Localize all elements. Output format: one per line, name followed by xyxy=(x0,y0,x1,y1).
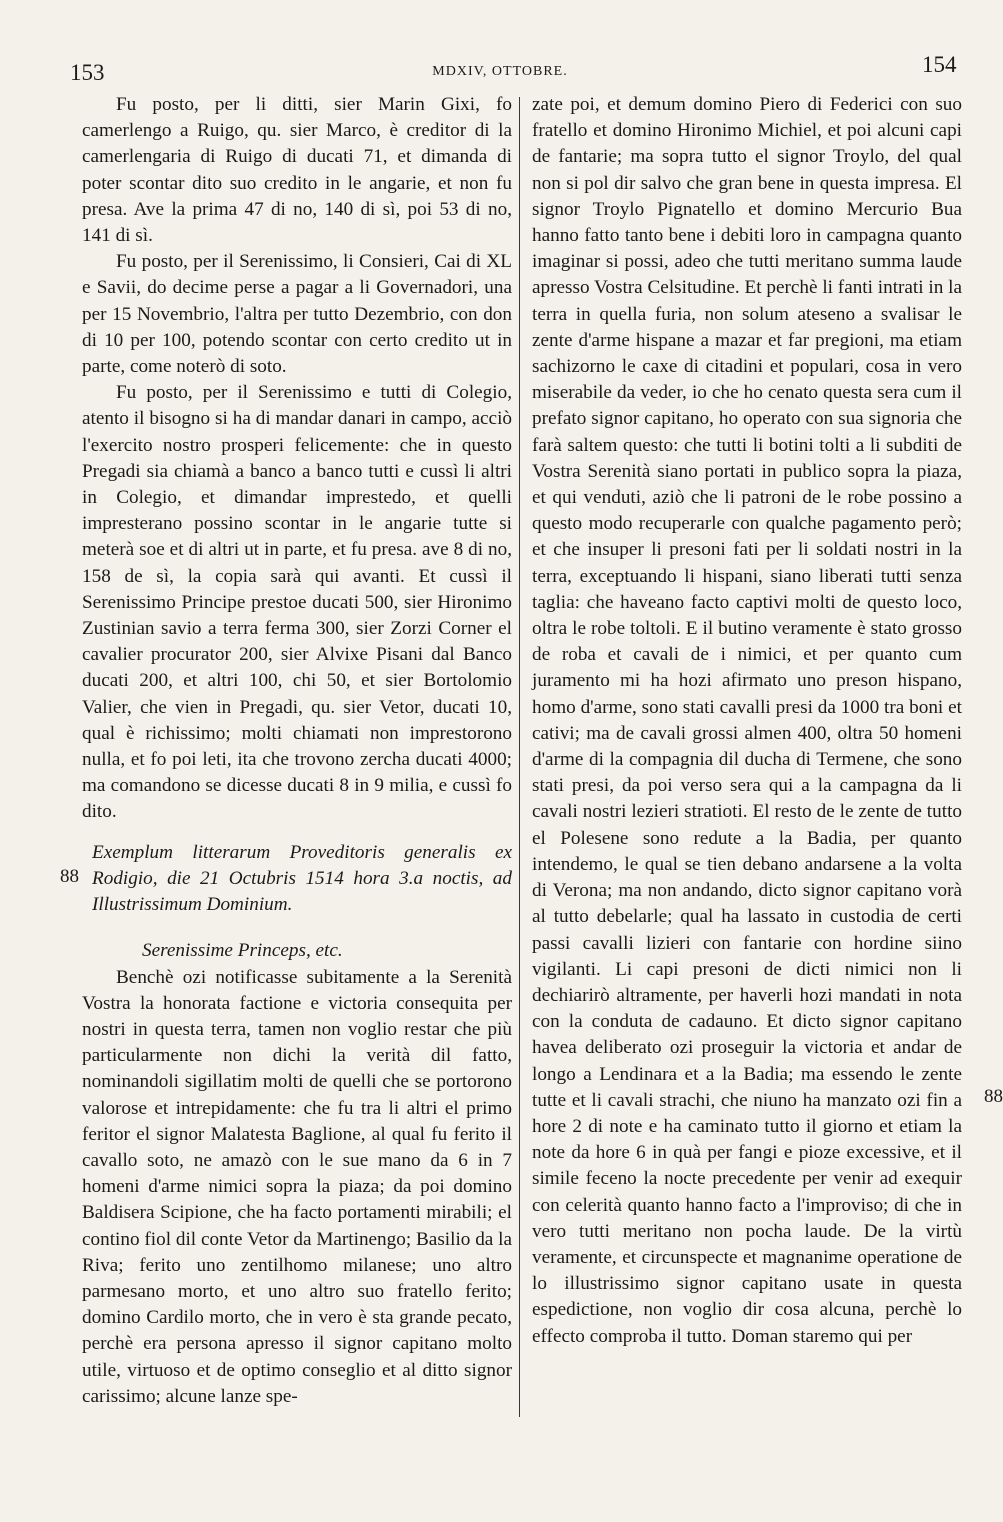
paragraph: zate poi, et demum domino Piero di Federici con suo fratello et domino Hironimo Michiel, et poi alcuni capi de fantarie; ma sopra tutto el signor Troylo, del qual non si pol dir salvo che gran bene in questa impresa. El signor Troylo Pignatello et domino Mercurio Bua hanno fatto tanto bene i debiti loro in campagna quanto imaginar si possi, adeo che tutti meritano summa laude apresso Vostra Celsitudine. Et perchè li fanti intrati in la terra in quella furia, non solum ateseno a svalisar le zente d'arme hispane a mazar et far pregioni, ma etiam sachizorno le caxe di citadini et populari, cosa in vero miserabile da veder, io che ho cenato questa sera cum il prefato signor capitano, ho operato con sua signoria che farà saltem questo: che tutti li botini tolti a li subditi de Vostra Serenità siano portati in publico sopra la piaza, et qui venduti, aziò che li patroni de le robe possino a questo modo recuperarle con qualche pagamento però; et che insuper li presoni fati per li soldati nostri in la terra, exceptuando li hispani, siano liberati tutti senza taglia: che haveano facto captivi molti de questo loco, oltra le robe toltoli. E il butino veramente è stato grosso de roba et cavali de i nimici, et per quanto cum juramento mi ha hozi afirmato uno preson hispano, homo d'arme, sono stati cavalli presi da 1000 tra boni et cativi; ma de cavali grossi almen 400, oltra 50 homeni d'arme di la compagnia dil ducha di Termene, che sono stati presi, da poi verso sera qui a la campagna da li cavali nostri lezieri stratioti. El resto de le zente de tutto el Polesene sono redute a la Badia, per quanto intendemo, le qual se tien debano andarsene a la volta di Verona; ma non andando, dicto signor capitano vorà al tutto debelarle; qual ha lassato in custodia de certi passi cavalli lizieri con fantarie con hordine siino vigilanti. Li capi presoni de dicti nimici non li dechiarirò altramente, per haverli hozi mandati in nota con la conduta de cadauno. Et dicto signor capitano havea deliberato ozi proseguir la victoria et andar de longo a Lendinara et a la Badia; ma essendo le zente tutte et li cavali strachi, che niuno ha manzato ozi fin a hore 2 di note e ha caminato tutto il giorno et etiam la note da hore 6 in quà per fangi e pioze excessive, et il simile feceno la nocte precedente per venir ad exequir con celerità quanto hanno facto a l'improviso; di che in vero tutti meritano non pocha laude. De la virtù veramente, et circunspecte et magnanime operatione de lo illustrissimo signor capitano usate in questa espedictione, non voglio dir cosa alcuna, perchè lo effecto comproba il tutto. Doman staremo qui per xyxy=(532,94,962,1347)
paragraph: Fu posto, per li ditti, sier Marin Gixi, fo camerlengo a Ruigo, qu. sier Marco, è creditor di la camerlengaria di Ruigo di ducati 71, et dimanda di poter scontar dito suo credito in le angarie, et non fu presa. Ave la prima 47 di no, 140 di sì, poi 53 di no, 141 di sì. xyxy=(82,94,512,247)
salutation: Serenissime Princeps, etc. xyxy=(142,940,343,962)
column-divider xyxy=(519,97,520,1417)
right-column xyxy=(532,92,962,1350)
page-number-left: 153 xyxy=(70,60,105,85)
letter-heading: Exemplum litterarum Proveditoris generalis ex Rodigio, die 21 Octubris 1514 hora 3.a noctis, ad Illustrissimum Dominium. xyxy=(92,841,512,916)
margin-number-left: 88 xyxy=(60,866,79,887)
page-number-right: 154 xyxy=(922,52,957,77)
paragraph: Fu posto, per il Serenissimo, li Consieri, Cai di XL e Savii, do decime perse a pagar a li Governadori, una per 15 Novembrio, l'altra per tutto Dezembrio, con don di 10 per 100, potendo scontar con certo credito ut in parte, come noterò di soto. xyxy=(82,251,512,378)
running-title: MDXIV, OTTOBRE. xyxy=(432,64,568,79)
paragraph: Benchè ozi notificasse subitamente a la Serenità Vostra la honorata factione e victoria consequita per nostri in questa terra, tamen non voglio restar che più particularmente non dichi la verità dil fatto, nominandoli sigillatim molti de quelli che se portorono valorose et intrepidamente: che fu tra li altri el primo feritor el signor Malatesta Baglione, al qual fu ferito il cavallo soto, ne amazò con le sue mano da 6 in 7 homeni d'arme nimici sopra la piaza; da poi domino Baldisera Scipione, che ha facto portamenti mirabili; el contino fiol dil conte Vetor da Martinengo; Basilio da la Riva; ferito uno zentilhomo milanese; uno altro parmesano morto, et uno altro suo fratello ferito; domino Cardilo morto, che in vero è sta grande pecato, perchè era persona apresso il signor capitano molto utile, virtuoso et de optimo conseglio et al ditto signor carissimo; alcune lanze spe- xyxy=(82,966,512,1407)
left-column xyxy=(82,92,512,1410)
margin-number-right: 88 xyxy=(984,1086,1003,1107)
paragraph: Fu posto, per il Serenissimo e tutti di Colegio, atento il bisogno si ha di mandar danari in campo, acciò l'exercito nostro prosperi felicemente: che in questo Pregadi sia chiamà a banco a banco tutti e cussì li altri in Colegio, et dimandar imprestedo, et quelli impresterano possino scontar in le angarie tutte si meterà soe et di altri ut in parte, et fu presa. ave 8 di no, 158 de sì, la copia sarà qui avanti. Et cussì il Serenissimo Principe prestoe ducati 500, sier Hironimo Zustinian savio a terra ferma 300, sier Zorzi Corner el cavalier procurator 200, sier Alvixe Pisani dal Banco ducati 200, et altri 100, chi 50, et sier Bortolomio Valier, che vien in Pregadi, qu. sier Vetor, ducati 10, qual è richissimo; molti chiamati non imprestorono nulla, et fo poi leti, ita che trovono zercha ducati 4000; ma comandono se dicesse ducati 8 in 9 milia, e cussì fo dito. xyxy=(82,382,512,823)
page-header xyxy=(0,52,1000,92)
